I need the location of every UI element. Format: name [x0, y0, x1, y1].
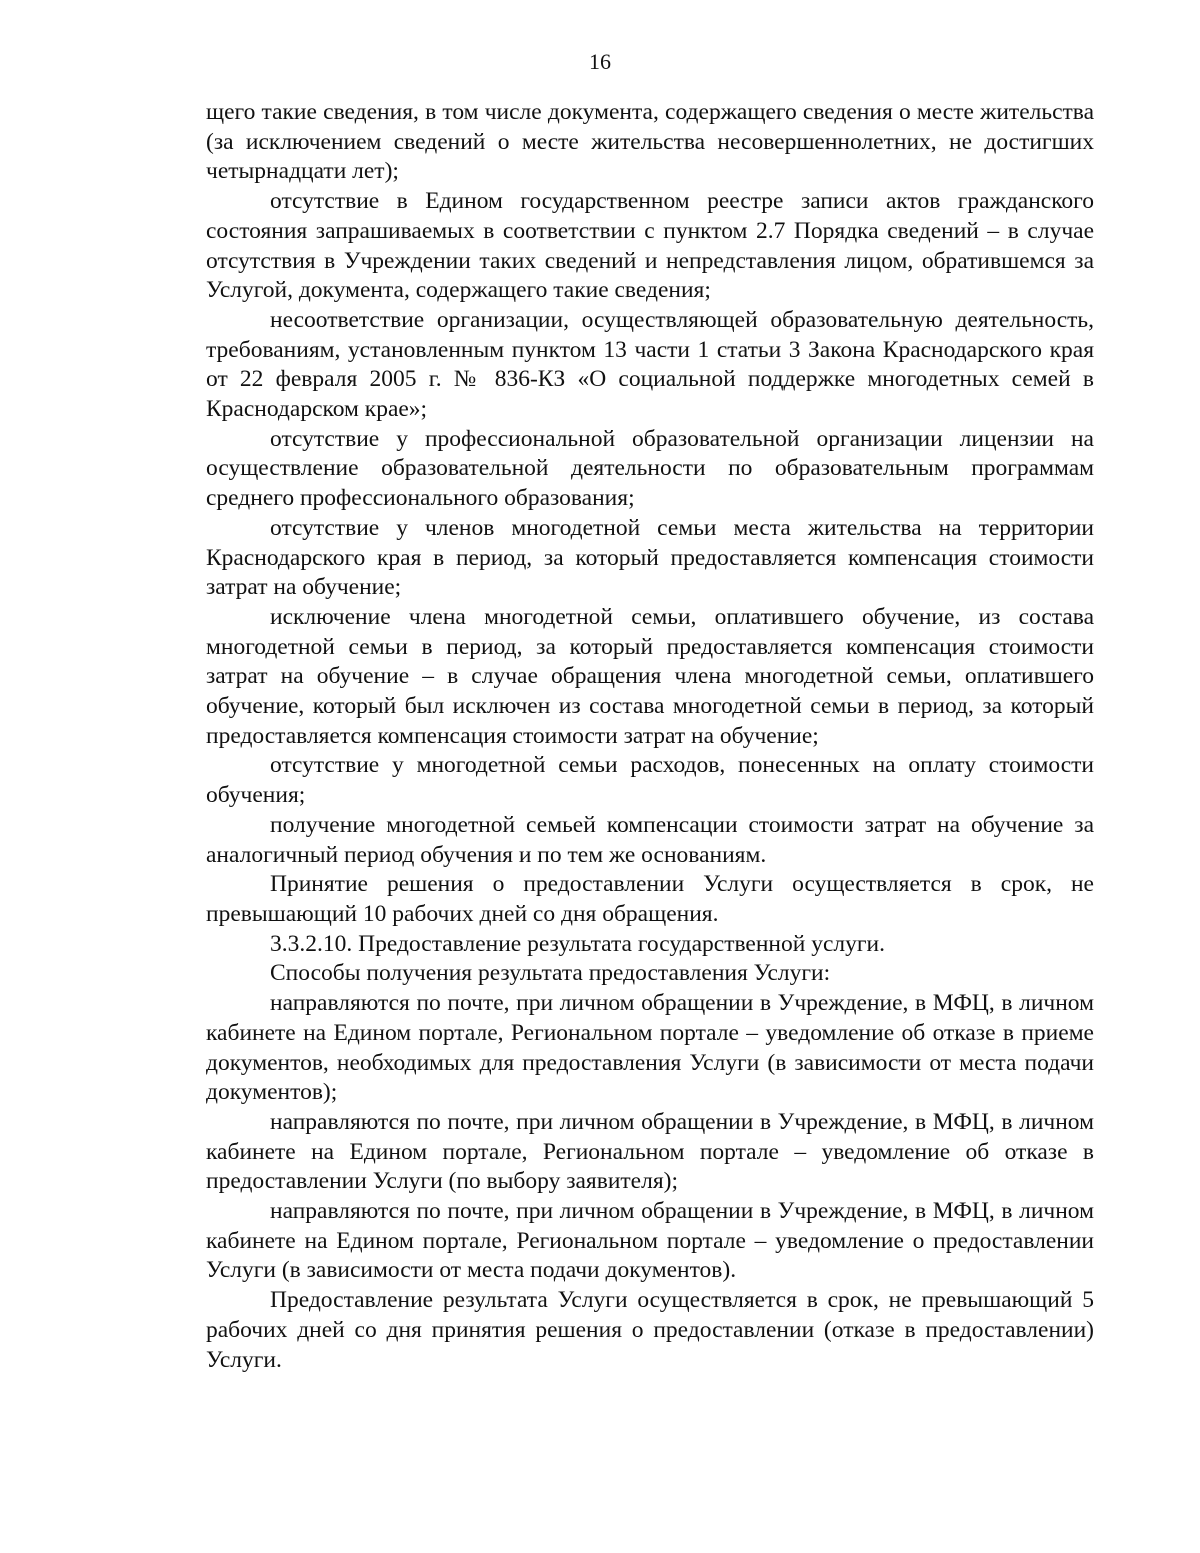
section-heading-3-3-2-10: 3.3.2.10. Предоставление результата государственной услуги. — [270, 930, 885, 957]
paragraph-decision-deadline: Принятие решения о предоставлении Услуги осуществляется в срок, не превышающий 10 рабочих дней со дня обращения. — [206, 871, 1094, 927]
page-number: 16 — [589, 49, 611, 74]
paragraph-refusal-no-residence: отсутствие у членов многодетной семьи места жительства на территории Краснодарского края в период, за который предоставляется компенсация стоимости затрат на обучение; — [206, 514, 1094, 601]
paragraph-refusal-no-expenses: отсутствие у многодетной семьи расходов, понесенных на оплату стоимости обучения; — [206, 752, 1094, 809]
paragraph-continuation: щего такие сведения, в том числе документа, содержащего сведения о месте жительства (за исключением сведений о месте жительства несовершеннолетних, не достигших четырнадцати лет); — [206, 99, 1094, 185]
paragraph-result-methods: Способы получения результата предоставления Услуги: — [270, 960, 831, 987]
paragraph-method-service-granted: направляются по почте, при личном обращении в Учреждение, в МФЦ, в личном кабинете на Едином портале, Региональном портале – уведомление о предоставлении Услуги (в зависимости от места подачи документов). — [206, 1198, 1094, 1284]
paragraph-method-refusal-acceptance: направляются по почте, при личном обращении в Учреждение, в МФЦ, в личном кабинете на Едином портале, Региональном портале – уведомление об отказе в приеме документов, необходимых для предоставления Услуги (в зависимости от места подачи документов); — [206, 990, 1094, 1106]
paragraph-method-refusal-service: направляются по почте, при личном обращении в Учреждение, в МФЦ, в личном кабинете на Едином портале, Региональном портале – уведомление об отказе в предоставлении Услуги (по выбору заявителя); — [206, 1108, 1094, 1195]
paragraph-refusal-organization-mismatch: несоответствие организации, осуществляющей образовательную деятельность, требованиям, установленным пунктом 13 части 1 статьи 3 Закона Краснодарского края от 22 февраля 2005 г. № 836-КЗ «О социальной поддержке многодетных семей в Краснодарском крае»; — [206, 306, 1094, 423]
paragraph-refusal-civil-registry: отсутствие в Едином государственном реестре записи актов гражданского состояния запрашиваемых в соответствии с пунктом 2.7 Порядка сведений – в случае отсутствия в Учреждении таких сведений и непредставления лицом, обратившемся за Услугой, документа, содержащего такие сведения; — [206, 188, 1094, 304]
paragraph-refusal-member-excluded: исключение члена многодетной семьи, оплатившего обучение, из состава многодетной семьи в период, за который предоставляется компенсация стоимости затрат на обучение – в случае обращения члена многодетной семьи, оплатившего обучение, который был исключен из состава многодетной семьи в период, за который предоставляется компенсация стоимости затрат на обучение; — [206, 603, 1094, 749]
paragraph-result-deadline: Предоставление результата Услуги осуществляется в срок, не превышающий 5 рабочих дней со дня принятия решения о предоставлении (отказе в предоставлении) Услуги. — [206, 1287, 1094, 1373]
paragraph-refusal-duplicate-compensation: получение многодетной семьей компенсации стоимости затрат на обучение за аналогичный период обучения и по тем же основаниям. — [206, 811, 1094, 868]
paragraph-refusal-no-license: отсутствие у профессиональной образовательной организации лицензии на осуществление образовательной деятельности по образовательным программам среднего профессионального образования; — [206, 425, 1094, 512]
document-body — [206, 98, 1094, 1375]
